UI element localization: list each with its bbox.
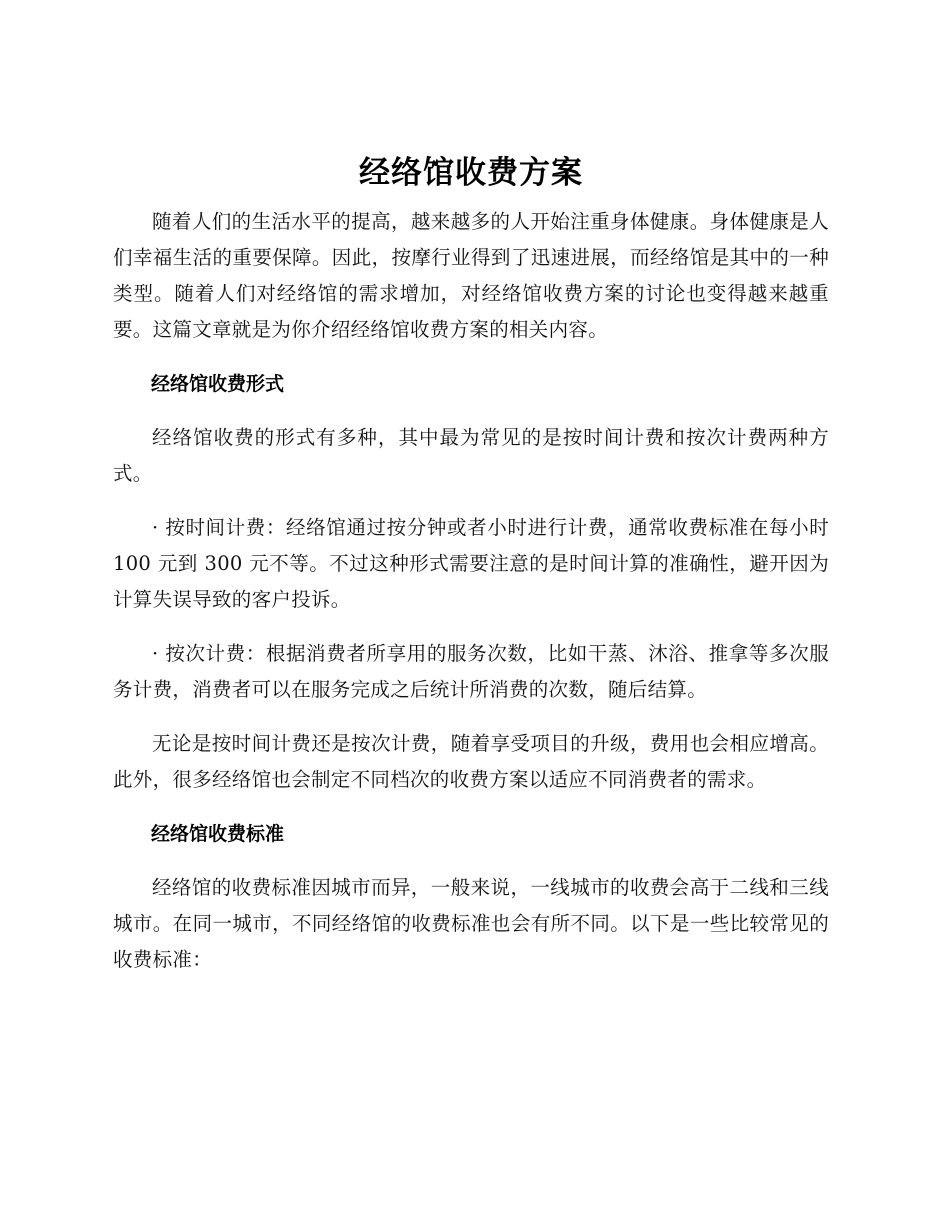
document-content <box>113 150 829 996</box>
time-billing-bullet: · 按时间计费：经络馆通过按分钟或者小时进行计费，通常收费标准在每小时 100 元到 300 元不等。不过这种形式需要注意的是时间计算的准确性，避开因为计算失误导致的客户投诉。 <box>113 516 829 611</box>
fee-standards-paragraph: 经络馆的收费标准因城市而异，一般来说，一线城市的收费会高于二线和三线城市。在同一城市，不同经络馆的收费标准也会有所不同。以下是一些比较常见的收费标准： <box>113 876 829 971</box>
fee-forms-paragraph: 经络馆收费的形式有多种，其中最为常见的是按时间计费和按次计费两种方式。 <box>113 426 829 485</box>
intro-paragraph: 随着人们的生活水平的提高，越来越多的人开始注重身体健康。身体健康是人们幸福生活的重要保障。因此，按摩行业得到了迅速进展，而经络馆是其中的一种类型。随着人们对经络馆的需求增加，对经络馆收费方案的讨论也变得越来越重要。这篇文章就是为你介绍经络馆收费方案的相关内容。 <box>113 210 829 341</box>
section-heading-fee-forms: 经络馆收费形式 <box>151 373 285 395</box>
session-billing-bullet: · 按次计费：根据消费者所享用的服务次数，比如干蒸、沐浴、推拿等多次服务计费，消费者可以在服务完成之后统计所消费的次数，随后结算。 <box>113 642 829 701</box>
fee-upgrade-paragraph: 无论是按时间计费还是按次计费，随着享受项目的升级，费用也会相应增高。此外，很多经络馆也会制定不同档次的收费方案以适应不同消费者的需求。 <box>113 732 829 791</box>
document-title: 经络馆收费方案 <box>359 155 583 191</box>
section-heading-fee-standards: 经络馆收费标准 <box>151 823 285 845</box>
